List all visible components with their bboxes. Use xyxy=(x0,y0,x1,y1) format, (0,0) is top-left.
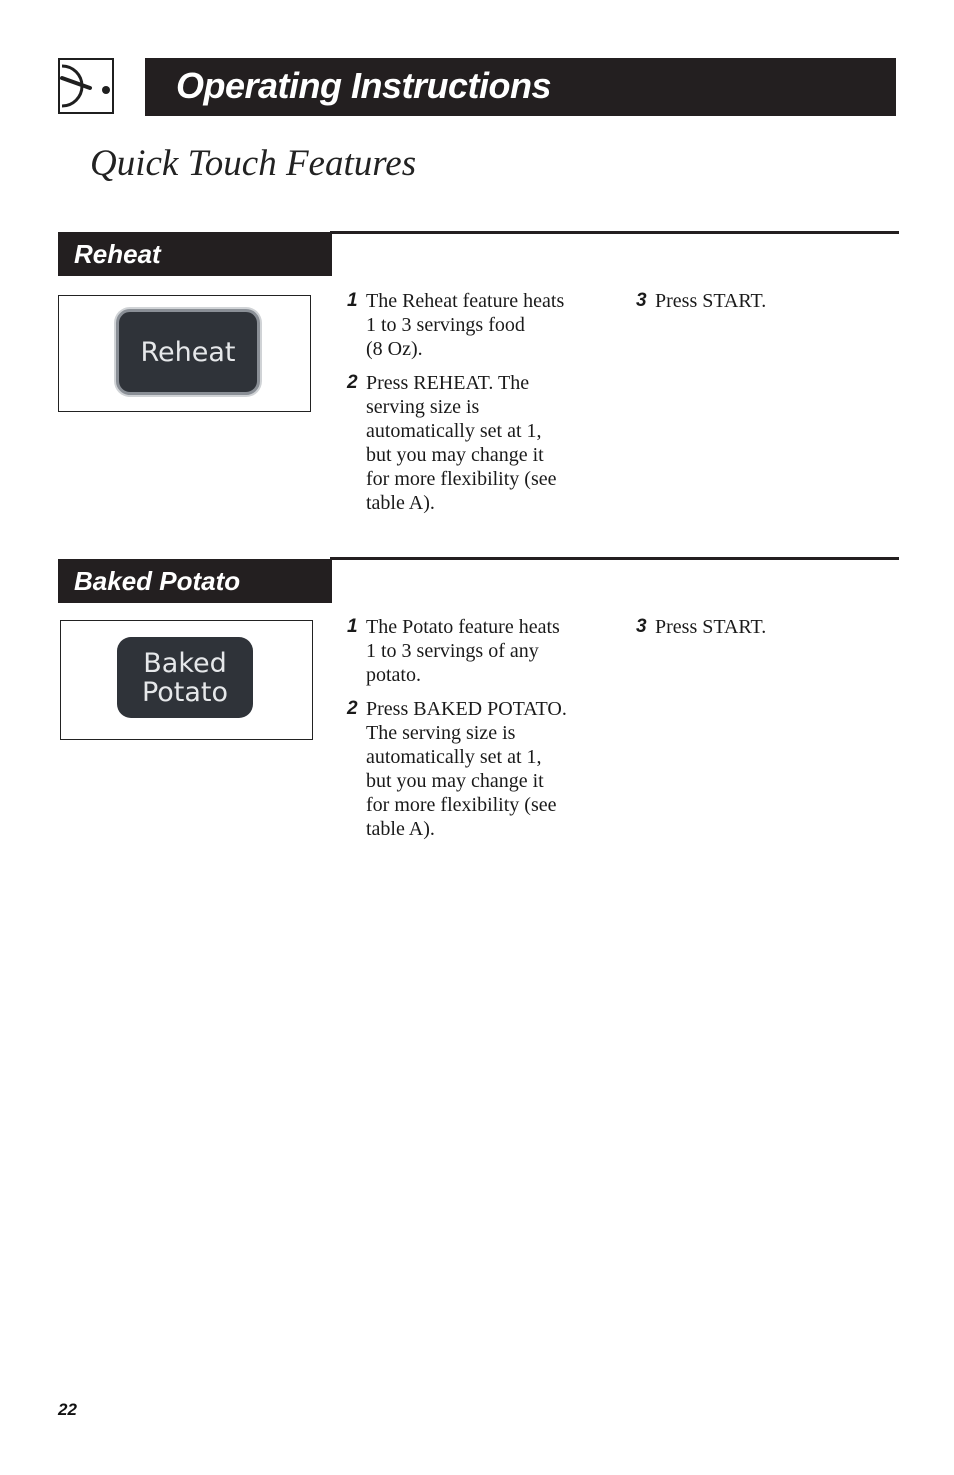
step-number: 2 xyxy=(347,698,358,719)
reheat-key-illustration xyxy=(58,295,311,412)
step-line: Press REHEAT. The xyxy=(366,372,530,394)
section-divider xyxy=(330,231,899,234)
step-line: but you may change it xyxy=(366,770,544,792)
section-label-baked-potato: Baked Potato xyxy=(58,559,332,603)
step-line: Press START. xyxy=(655,616,767,638)
page-title: Quick Touch Features xyxy=(90,143,417,184)
step-line: automatically set at 1, xyxy=(366,420,542,442)
reheat-key: Reheat xyxy=(116,309,260,395)
step-line: table A). xyxy=(366,818,435,840)
section-label-reheat: Reheat xyxy=(58,232,332,276)
step-line: 1 to 3 servings of any xyxy=(366,640,539,662)
step-line: (8 Oz). xyxy=(366,338,423,360)
key-label-line: Potato xyxy=(141,677,229,708)
step-line: The Reheat feature heats xyxy=(366,290,565,312)
page-number: 22 xyxy=(58,1400,77,1419)
step-line: for more flexibility (see xyxy=(366,794,557,816)
key-label-line: Baked xyxy=(143,648,227,679)
baked-potato-key xyxy=(117,637,253,718)
step-number: 3 xyxy=(636,290,647,311)
step-line: table A). xyxy=(366,492,435,514)
step-line: The Potato feature heats xyxy=(366,616,560,638)
step-number: 1 xyxy=(347,616,358,637)
step-line: for more flexibility (see xyxy=(366,468,557,490)
step-line: 1 to 3 servings food xyxy=(366,314,525,336)
header-title: Operating Instructions xyxy=(176,65,552,106)
step-number: 3 xyxy=(636,616,647,637)
step-line: automatically set at 1, xyxy=(366,746,542,768)
section-divider xyxy=(330,557,899,560)
pointer-dial-icon xyxy=(58,58,114,114)
step-line: potato. xyxy=(366,664,421,686)
step-line: Press BAKED POTATO. xyxy=(366,698,567,720)
step-line: The serving size is xyxy=(366,722,516,744)
step-line: serving size is xyxy=(366,396,480,418)
header-bar xyxy=(145,58,896,116)
step-line: but you may change it xyxy=(366,444,544,466)
baked-potato-key-illustration xyxy=(60,620,313,740)
step-line: Press START. xyxy=(655,290,767,312)
step-number: 2 xyxy=(347,372,358,393)
step-number: 1 xyxy=(347,290,358,311)
